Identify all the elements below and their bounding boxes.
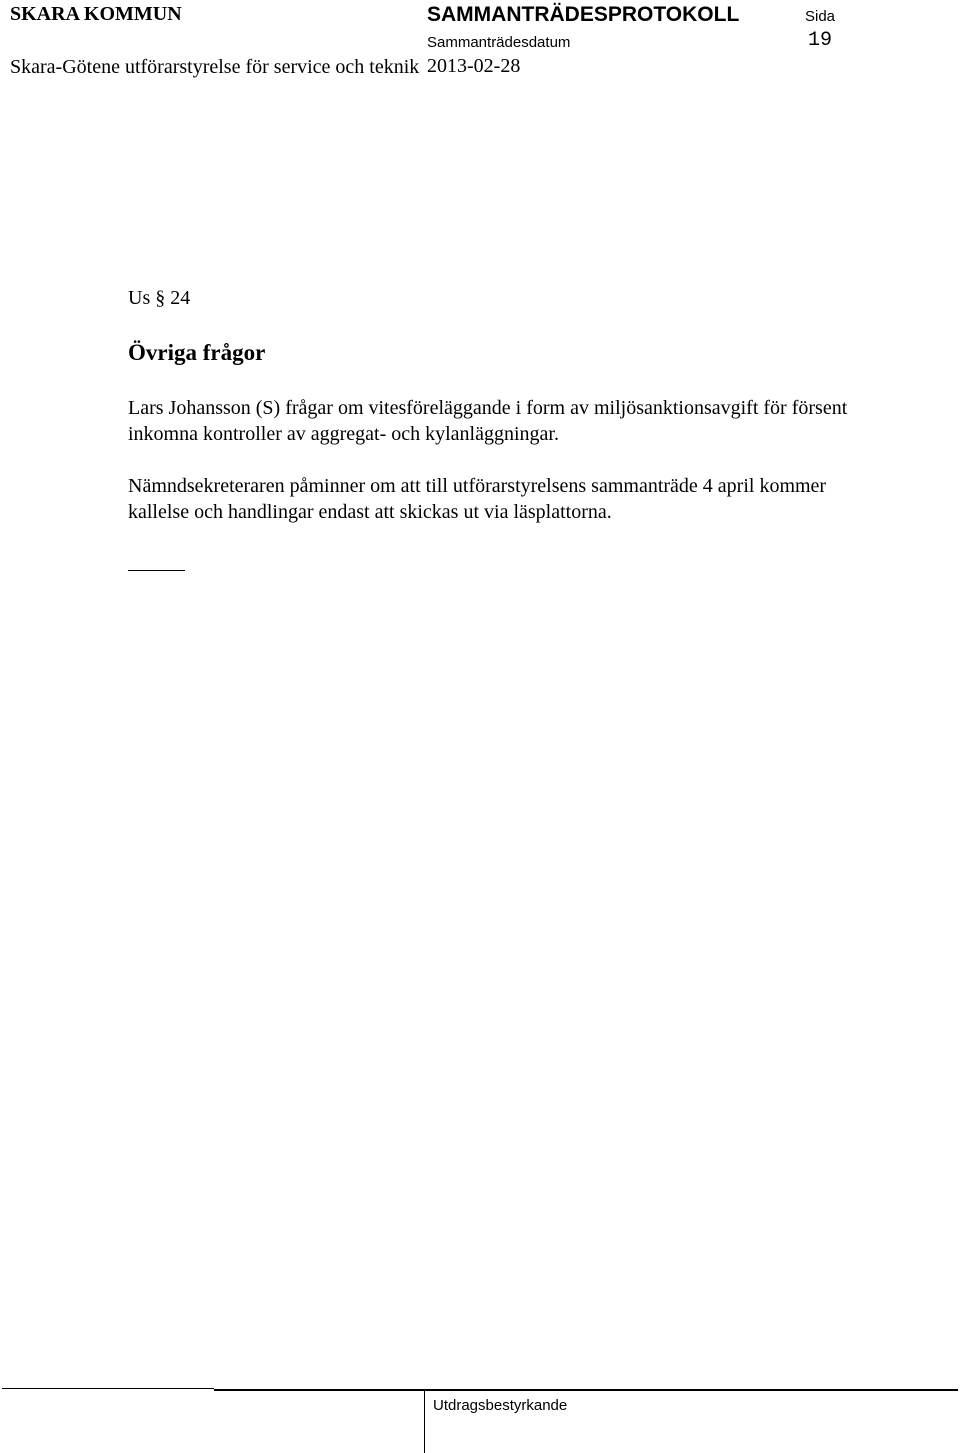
paragraph-number: Us § 24 [128,287,191,309]
document-title: SAMMANTRÄDESPROTOKOLL [427,3,740,26]
certification-label: Utdragsbestyrkande [433,1397,568,1414]
body-paragraph-reminder: Nämndsekreteraren påminner om att till utförarstyrelsens sammanträde 4 april kommer kallelse och handlingar endast att skickas ut via läsplattorna. [128,475,827,523]
meeting-date: 2013-02-28 [427,55,521,77]
body-paragraph-question: Lars Johansson (S) frågar om vitesföreläggande i form av miljösanktionsavgift för försent inkomna kontroller av aggregat- och kylanläggningar. [128,397,848,445]
footer-divider-right [214,1389,958,1391]
organization-name: SKARA KOMMUN [10,3,182,25]
footer-divider-left [2,1388,214,1389]
meeting-date-label: Sammanträdesdatum [427,34,571,51]
footer-column-divider [424,1391,425,1453]
section-end-rule [128,570,185,571]
board-name: Skara-Götene utförarstyrelse för service och teknik [10,56,420,78]
page-label: Sida [805,8,836,25]
section-heading: Övriga frågor [128,340,266,365]
page-number: 19 [808,29,833,52]
